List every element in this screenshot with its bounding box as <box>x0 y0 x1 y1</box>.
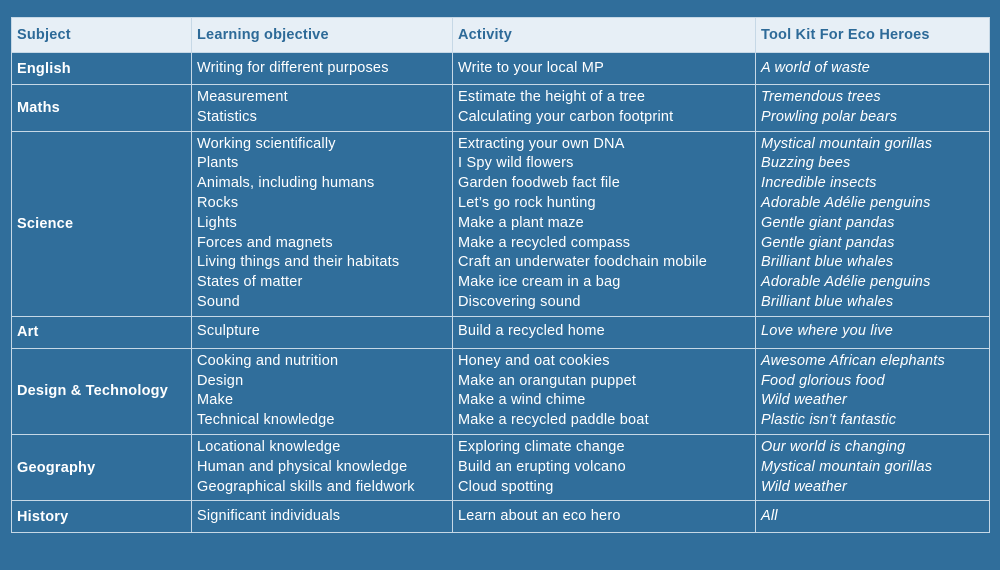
table-body <box>12 53 990 533</box>
table-row <box>12 131 990 316</box>
toolkit-cell <box>756 348 990 434</box>
header-objective: Learning objective <box>192 18 453 53</box>
table-row <box>12 53 990 85</box>
subject-cell: Maths <box>12 85 192 132</box>
activity-item: Make ice cream in a bag <box>458 274 621 291</box>
toolkit-item: Adorable Adélie penguins <box>761 194 931 211</box>
activity-item: Exploring climate change <box>458 438 625 455</box>
activity-item: Let’s go rock hunting <box>458 194 596 211</box>
objective-item: Lights <box>197 214 237 231</box>
activity-item: Estimate the height of a tree <box>458 89 646 105</box>
activity-item: Write to your local MP <box>458 59 604 76</box>
toolkit-item: Love where you live <box>761 323 893 340</box>
objective-item: Rocks <box>197 194 239 211</box>
activity-item: Cloud spotting <box>458 478 554 495</box>
objective-cell <box>192 348 453 434</box>
objective-item: Measurement <box>197 89 288 105</box>
activity-item: Calculating your carbon footprint <box>458 108 674 125</box>
subject-cell: Art <box>12 316 192 348</box>
activity-cell <box>453 316 756 348</box>
activity-item: Honey and oat cookies <box>458 352 610 369</box>
objective-item: Statistics <box>197 108 258 125</box>
objective-item: Plants <box>197 155 239 172</box>
objective-cell <box>192 501 453 533</box>
activity-item: Make an orangutan puppet <box>458 372 637 389</box>
activity-cell <box>453 501 756 533</box>
activity-cell <box>453 53 756 85</box>
activity-item: Learn about an eco hero <box>458 507 621 524</box>
table-header <box>12 18 990 53</box>
objective-cell <box>192 434 453 500</box>
activity-cell <box>453 348 756 434</box>
toolkit-cell <box>756 131 990 316</box>
toolkit-cell <box>756 501 990 533</box>
objective-item: States of matter <box>197 274 303 291</box>
activity-item: Make a recycled paddle boat <box>458 412 649 429</box>
toolkit-item: Gentle giant pandas <box>761 234 895 251</box>
toolkit-item: Buzzing bees <box>761 155 851 172</box>
objective-cell <box>192 85 453 132</box>
toolkit-cell <box>756 85 990 132</box>
subject-cell: Science <box>12 131 192 316</box>
table-row <box>12 501 990 533</box>
activity-item: Make a recycled compass <box>458 234 631 251</box>
activity-item: I Spy wild flowers <box>458 155 574 172</box>
activity-item: Make a plant maze <box>458 214 584 231</box>
toolkit-item: Awesome African elephants <box>761 352 945 369</box>
objective-item: Forces and magnets <box>197 234 333 251</box>
objective-cell <box>192 316 453 348</box>
table-row <box>12 434 990 500</box>
objective-item: Animals, including humans <box>197 175 375 192</box>
subject-cell: History <box>12 501 192 533</box>
activity-cell <box>453 434 756 500</box>
activity-cell <box>453 131 756 316</box>
objective-item: Locational knowledge <box>197 438 341 455</box>
toolkit-cell <box>756 434 990 500</box>
objective-cell <box>192 53 453 85</box>
activity-item: Garden foodweb fact file <box>458 175 620 192</box>
activity-item: Make a wind chime <box>458 392 586 409</box>
objective-cell <box>192 131 453 316</box>
toolkit-item: A world of waste <box>761 59 871 76</box>
objective-item: Writing for different purposes <box>197 59 389 76</box>
toolkit-item: Wild weather <box>761 478 848 495</box>
activity-cell <box>453 85 756 132</box>
activity-item: Craft an underwater foodchain mobile <box>458 254 708 271</box>
toolkit-item: Incredible insects <box>761 175 877 192</box>
header-toolkit: Tool Kit For Eco Heroes <box>756 18 990 53</box>
objective-item: Living things and their habitats <box>197 254 400 271</box>
objective-item: Human and physical knowledge <box>197 458 408 475</box>
objective-item: Technical knowledge <box>197 412 335 429</box>
objective-item: Make <box>197 392 234 409</box>
activity-item: Build an erupting volcano <box>458 458 626 475</box>
toolkit-item: Food glorious food <box>761 372 885 389</box>
toolkit-item: Our world is changing <box>761 438 906 455</box>
toolkit-item: All <box>761 507 778 524</box>
toolkit-item: Brilliant blue whales <box>761 254 894 271</box>
toolkit-item: Mystical mountain gorillas <box>761 135 933 152</box>
objective-item: Sculpture <box>197 323 261 340</box>
objective-item: Significant individuals <box>197 507 341 524</box>
objective-item: Cooking and nutrition <box>197 352 339 369</box>
objective-item: Working scientifically <box>197 135 336 152</box>
header-row <box>12 18 990 53</box>
toolkit-item: Mystical mountain gorillas <box>761 458 933 475</box>
table-row <box>12 316 990 348</box>
toolkit-item: Brilliant blue whales <box>761 293 894 310</box>
table-row <box>12 85 990 132</box>
activity-item: Discovering sound <box>458 293 581 310</box>
curriculum-table-container <box>11 17 989 533</box>
objective-item: Sound <box>197 293 240 310</box>
header-subject: Subject <box>12 18 192 53</box>
curriculum-table <box>11 17 990 533</box>
header-activity: Activity <box>453 18 756 53</box>
toolkit-cell <box>756 53 990 85</box>
subject-cell: Geography <box>12 434 192 500</box>
subject-cell: English <box>12 53 192 85</box>
toolkit-item: Tremendous trees <box>761 89 881 105</box>
toolkit-item: Plastic isn’t fantastic <box>761 412 897 429</box>
table-row <box>12 348 990 434</box>
activity-item: Extracting your own DNA <box>458 135 625 152</box>
toolkit-item: Adorable Adélie penguins <box>761 274 931 291</box>
toolkit-item: Gentle giant pandas <box>761 214 895 231</box>
toolkit-item: Prowling polar bears <box>761 108 898 125</box>
activity-item: Build a recycled home <box>458 323 605 340</box>
toolkit-item: Wild weather <box>761 392 848 409</box>
objective-item: Design <box>197 372 244 389</box>
toolkit-cell <box>756 316 990 348</box>
subject-cell: Design & Technology <box>12 348 192 434</box>
objective-item: Geographical skills and fieldwork <box>197 478 415 495</box>
